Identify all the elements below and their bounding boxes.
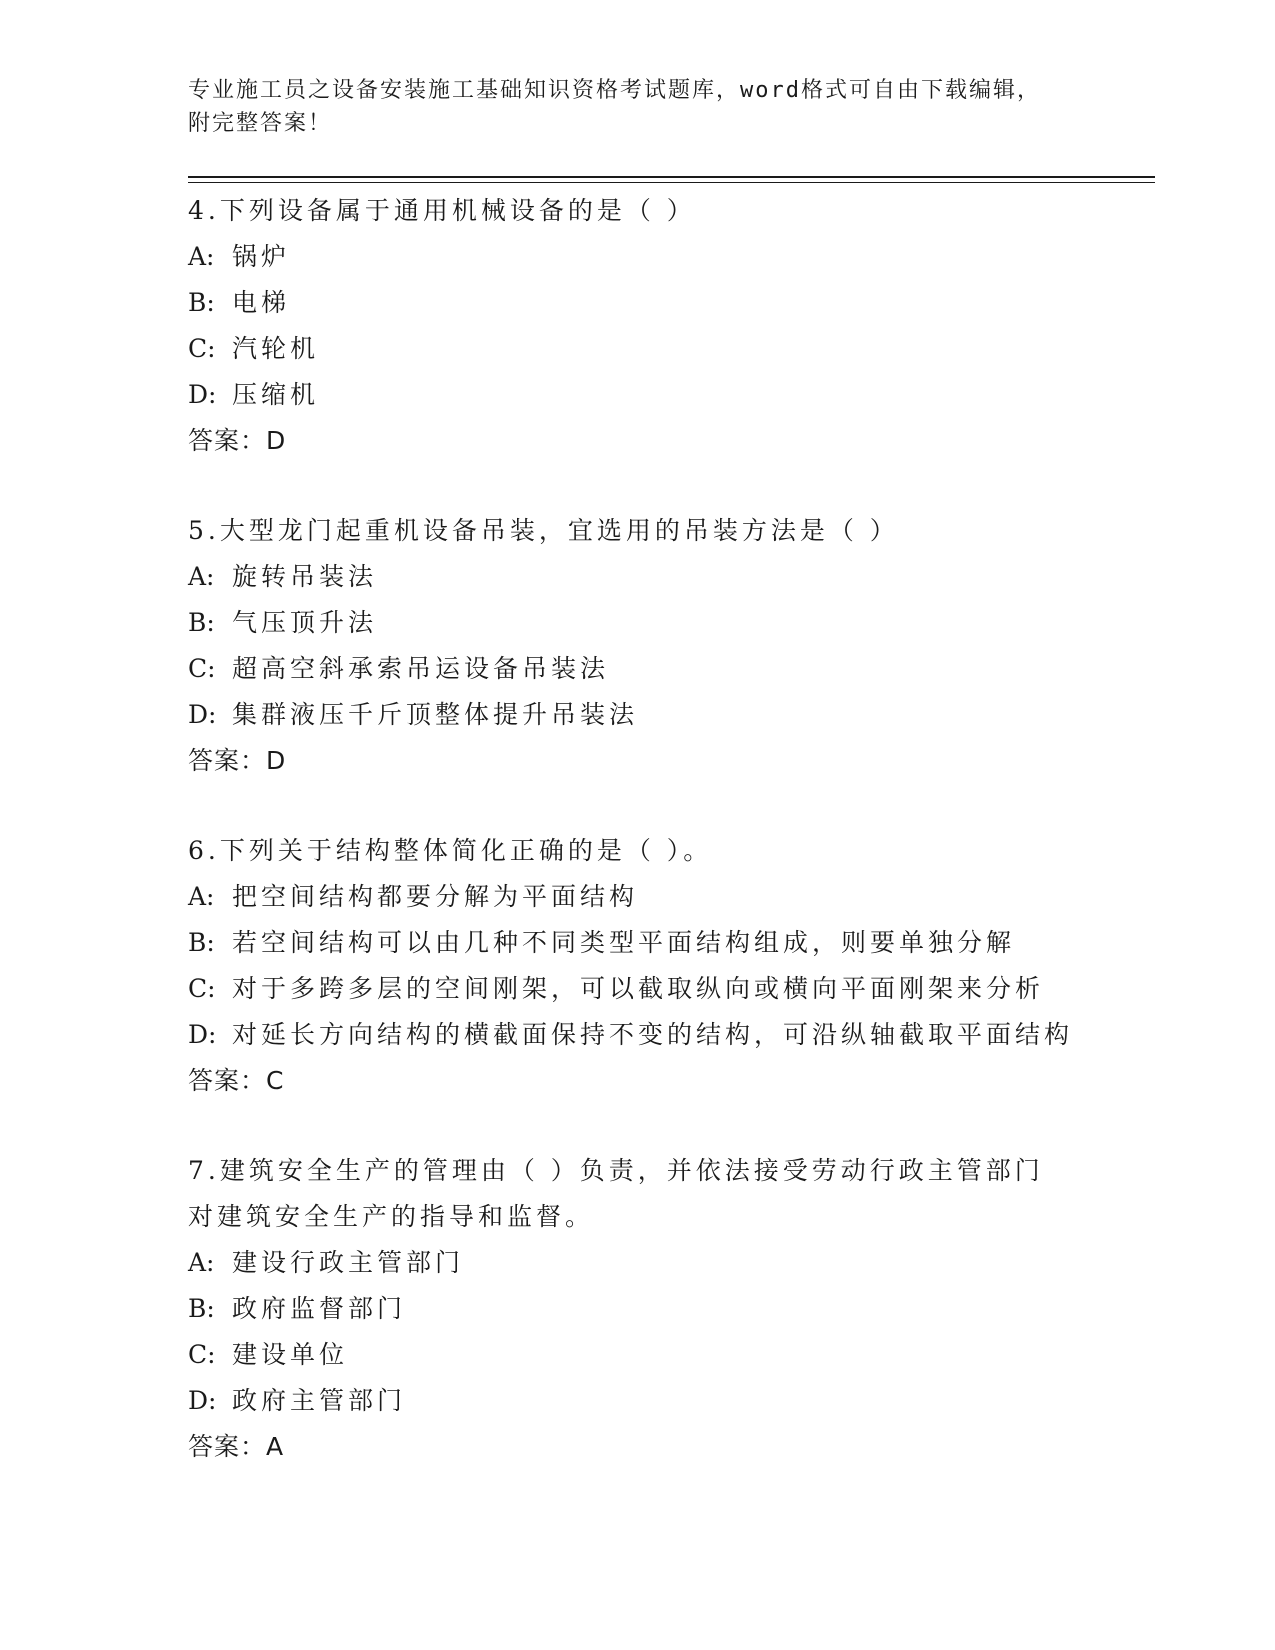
header-line-1: 专业施工员之设备安装施工基础知识资格考试题库，word格式可自由下载编辑， xyxy=(188,78,1041,103)
option-c xyxy=(188,326,1108,372)
option-text: 对延长方向结构的横截面保持不变的结构，可沿纵轴截取平面结构 xyxy=(232,1020,1074,1049)
question-list xyxy=(188,188,1108,1514)
option-letter: B: xyxy=(188,1294,215,1323)
option-b xyxy=(188,1286,1108,1332)
question-title: 7.建筑安全生产的管理由（ ）负责，并依法接受劳动行政主管部门对建筑安全生产的指导和监督。 xyxy=(188,1156,1044,1231)
option-text: 建设单位 xyxy=(232,1340,349,1369)
option-b xyxy=(188,920,1108,966)
option-text: 政府主管部门 xyxy=(232,1386,407,1415)
option-a xyxy=(188,234,1108,280)
option-letter: A: xyxy=(188,882,215,911)
option-b xyxy=(188,280,1108,326)
header-divider-thin xyxy=(188,182,1155,183)
option-letter: D: xyxy=(188,700,217,729)
option-letter: D: xyxy=(188,1386,217,1415)
option-c xyxy=(188,646,1108,692)
question-item xyxy=(188,828,1108,1104)
option-text: 建设行政主管部门 xyxy=(232,1248,465,1277)
option-text: 超高空斜承索吊运设备吊装法 xyxy=(232,654,610,683)
question-item xyxy=(188,1148,1108,1470)
option-letter: B: xyxy=(188,928,215,957)
option-c xyxy=(188,1332,1108,1378)
option-text: 若空间结构可以由几种不同类型平面结构组成，则要单独分解 xyxy=(232,928,1016,957)
option-letter: B: xyxy=(188,288,215,317)
option-letter: B: xyxy=(188,608,215,637)
option-text: 汽轮机 xyxy=(232,334,320,363)
option-letter: C: xyxy=(188,654,216,683)
option-letter: C: xyxy=(188,1340,216,1369)
option-text: 集群液压千斤顶整体提升吊装法 xyxy=(232,700,639,729)
option-d xyxy=(188,692,1108,738)
option-letter: D: xyxy=(188,380,217,409)
answer-line: 答案：D xyxy=(188,426,287,455)
answer-line: 答案：C xyxy=(188,1066,285,1095)
option-text: 对于多跨多层的空间刚架，可以截取纵向或横向平面刚架来分析 xyxy=(232,974,1045,1003)
header-divider-thick xyxy=(188,176,1155,178)
question-item xyxy=(188,188,1108,464)
option-d xyxy=(188,1012,1108,1058)
question-title: 5.大型龙门起重机设备吊装，宜选用的吊装方法是（ ） xyxy=(188,516,899,545)
option-letter: A: xyxy=(188,562,215,591)
option-letter: C: xyxy=(188,334,216,363)
option-letter: A: xyxy=(188,1248,215,1277)
answer-line: 答案：D xyxy=(188,746,287,775)
document-header xyxy=(188,74,1068,140)
option-text: 锅炉 xyxy=(232,242,291,271)
option-text: 气压顶升法 xyxy=(232,608,378,637)
question-title: 4.下列设备属于通用机械设备的是（ ） xyxy=(188,196,696,225)
option-a xyxy=(188,1240,1108,1286)
option-letter: D: xyxy=(188,1020,217,1049)
option-letter: A: xyxy=(188,242,215,271)
option-a xyxy=(188,874,1108,920)
option-c xyxy=(188,966,1108,1012)
option-b xyxy=(188,600,1108,646)
question-item xyxy=(188,508,1108,784)
header-line-2: 附完整答案！ xyxy=(188,111,333,136)
option-a xyxy=(188,554,1108,600)
option-text: 把空间结构都要分解为平面结构 xyxy=(232,882,639,911)
question-title: 6.下列关于结构整体简化正确的是（ ）。 xyxy=(188,836,713,865)
option-text: 电梯 xyxy=(232,288,291,317)
option-d xyxy=(188,1378,1108,1424)
option-text: 旋转吊装法 xyxy=(232,562,378,591)
option-text: 政府监督部门 xyxy=(232,1294,407,1323)
option-text: 压缩机 xyxy=(232,380,320,409)
option-d xyxy=(188,372,1108,418)
answer-line: 答案：A xyxy=(188,1432,285,1461)
option-letter: C: xyxy=(188,974,216,1003)
